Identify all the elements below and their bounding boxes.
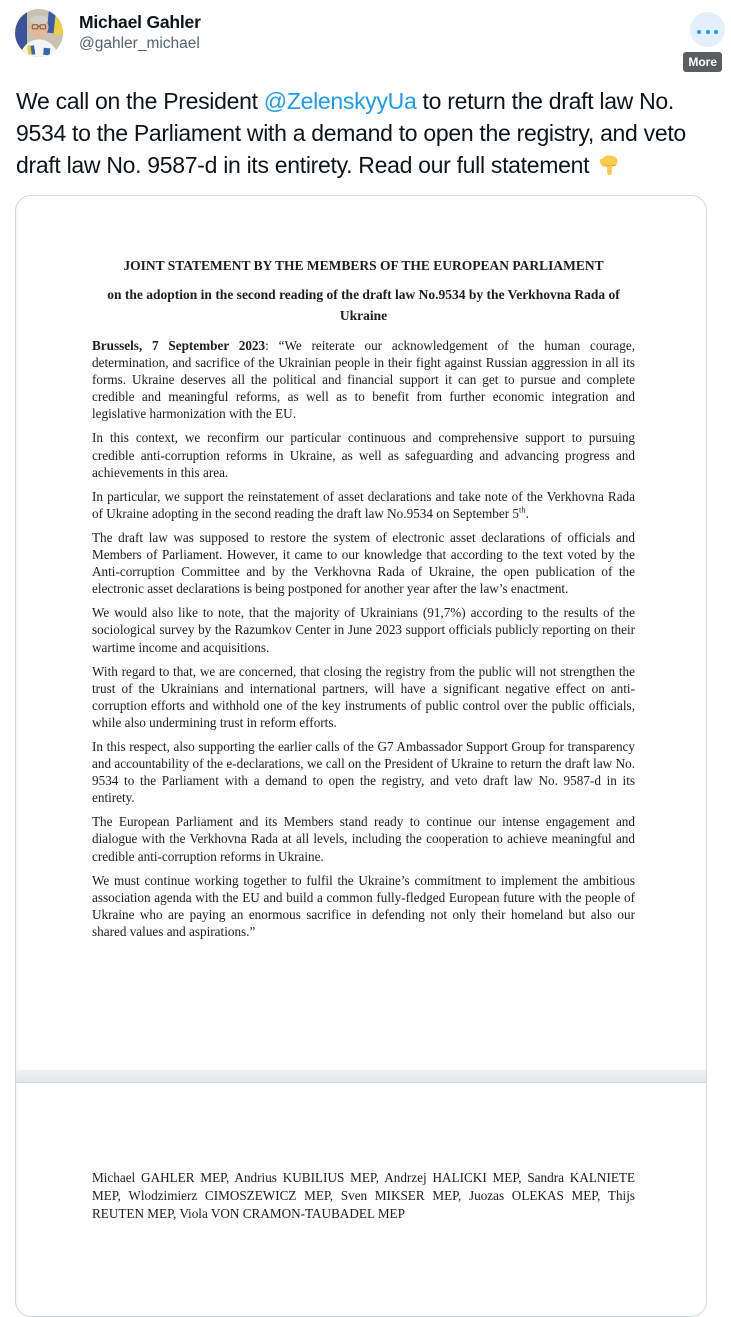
document-image-card[interactable] xyxy=(15,195,707,1317)
document-paragraph: The draft law was supposed to restore the system of electronic asset declarations of officials and Members of Parliament. However, it came to our knowledge that according to the text voted by the Anti-corruption Committee and by the Verkhovna Rada of Ukraine, the open publication of the electronic asset declarations is being postponed for another year after the law’s enactment. xyxy=(92,529,635,597)
ellipsis-icon xyxy=(695,22,720,37)
document-paragraph: With regard to that, we are concerned, that closing the registry from the public will not strengthen the trust of the Ukrainians and international partners, will have a significant negative effect on anti-corruption efforts and withhold one of the key instruments of public control over the public officials, while also undermining trust in reform efforts. xyxy=(92,663,635,730)
author-name[interactable]: Michael Gahler xyxy=(79,12,201,32)
document-paragraph: In this context, we reconfirm our particular continuous and comprehensive support to pursuing credible anti-corruption reforms in Ukraine, as well as safeguarding and advancing progress and achievements in this area. xyxy=(92,430,635,480)
page-separator xyxy=(16,1070,706,1083)
avatar-image xyxy=(15,9,63,57)
more-menu-area xyxy=(688,12,725,69)
author-block xyxy=(79,11,201,54)
document-page-1 xyxy=(16,196,706,1070)
tweet-text xyxy=(16,85,710,181)
document-paragraph: In particular, we support the reinstatement of asset declarations and take note of the Verkhovna Rada of Ukraine adopting in the second reading the draft law No.9534 on September 5th. xyxy=(92,488,635,521)
more-button[interactable] xyxy=(690,12,725,47)
mention-link[interactable]: @ZelenskyyUa xyxy=(263,88,417,114)
author-handle: @gahler_michael xyxy=(79,35,200,52)
document-paragraph: We must continue working together to fulfil the Ukraine’s commitment to implement the ambitious association agenda with the EU and build a common fully-fledged European future with the people of Ukraine who are paying an enormous sacrifice in defending not only their homeland but also our shared values and aspirations.” xyxy=(92,872,635,939)
pointing-down-emoji xyxy=(597,153,622,178)
avatar[interactable] xyxy=(15,9,63,57)
document-page-2 xyxy=(16,1083,706,1317)
document-paragraph: Brussels, 7 September 2023: “We reiterate our acknowledgement of the human courage, determination, and sacrifice of the Ukrainian people in their fight against Russian aggression in all its forms. Ukraine deserves all the political and financial support it can get to pursue and complete credible and meaningful reforms, as well as to benefit from further economic integration and legislative harmonization with the EU. xyxy=(92,338,636,422)
document-title: JOINT STATEMENT BY THE MEMBERS OF THE EUROPEAN PARLIAMENT xyxy=(123,258,604,273)
document-body xyxy=(92,337,635,940)
signatories-text: Michael GAHLER MEP, Andrius KUBILIUS MEP, Andrzej HALICKI MEP, Sandra KALNIETE MEP, Wlodzimierz CIMOSZEWICZ MEP, Sven MIKSER MEP, Juozas OLEKAS MEP, Thijs REUTEN MEP, Viola VON CRAMON-TAUBADEL MEP xyxy=(92,1170,635,1222)
document-paragraph: We would also like to note, that the majority of Ukrainians (91,7%) according to the results of the sociological survey by the Razumkov Center in June 2023 support officials publicly reporting on their wartime income and acquisitions. xyxy=(92,605,635,655)
tweet-header xyxy=(15,9,722,63)
document-subtitle: on the adoption in the second reading of the draft law No.9534 by the Verkhovna Rada of Ukraine xyxy=(107,287,620,323)
tweet-text-run: to return the draft law No. 9534 to the Parliament with a demand to open the registry, and veto draft law No. 9587-d in its entirety. Read our full statement xyxy=(16,88,686,178)
document-paragraph: The European Parliament and its Members stand ready to continue our intense engagement and dialogue with the Verkhovna Rada at all levels, including the cooperation to achieve meaningful and credible anti-corruption reforms in Ukraine. xyxy=(92,814,635,864)
document-paragraph: In this respect, also supporting the earlier calls of the G7 Ambassador Support Group for transparency and accountability of the e-declarations, we call on the President of Ukraine to return the draft law No. 9534 to the Parliament with a demand to open the registry, and veto draft law No. 9587-d in its entirety. xyxy=(92,738,635,806)
more-tooltip: More xyxy=(683,52,722,72)
tweet-text-run: We call on the President xyxy=(16,88,264,114)
